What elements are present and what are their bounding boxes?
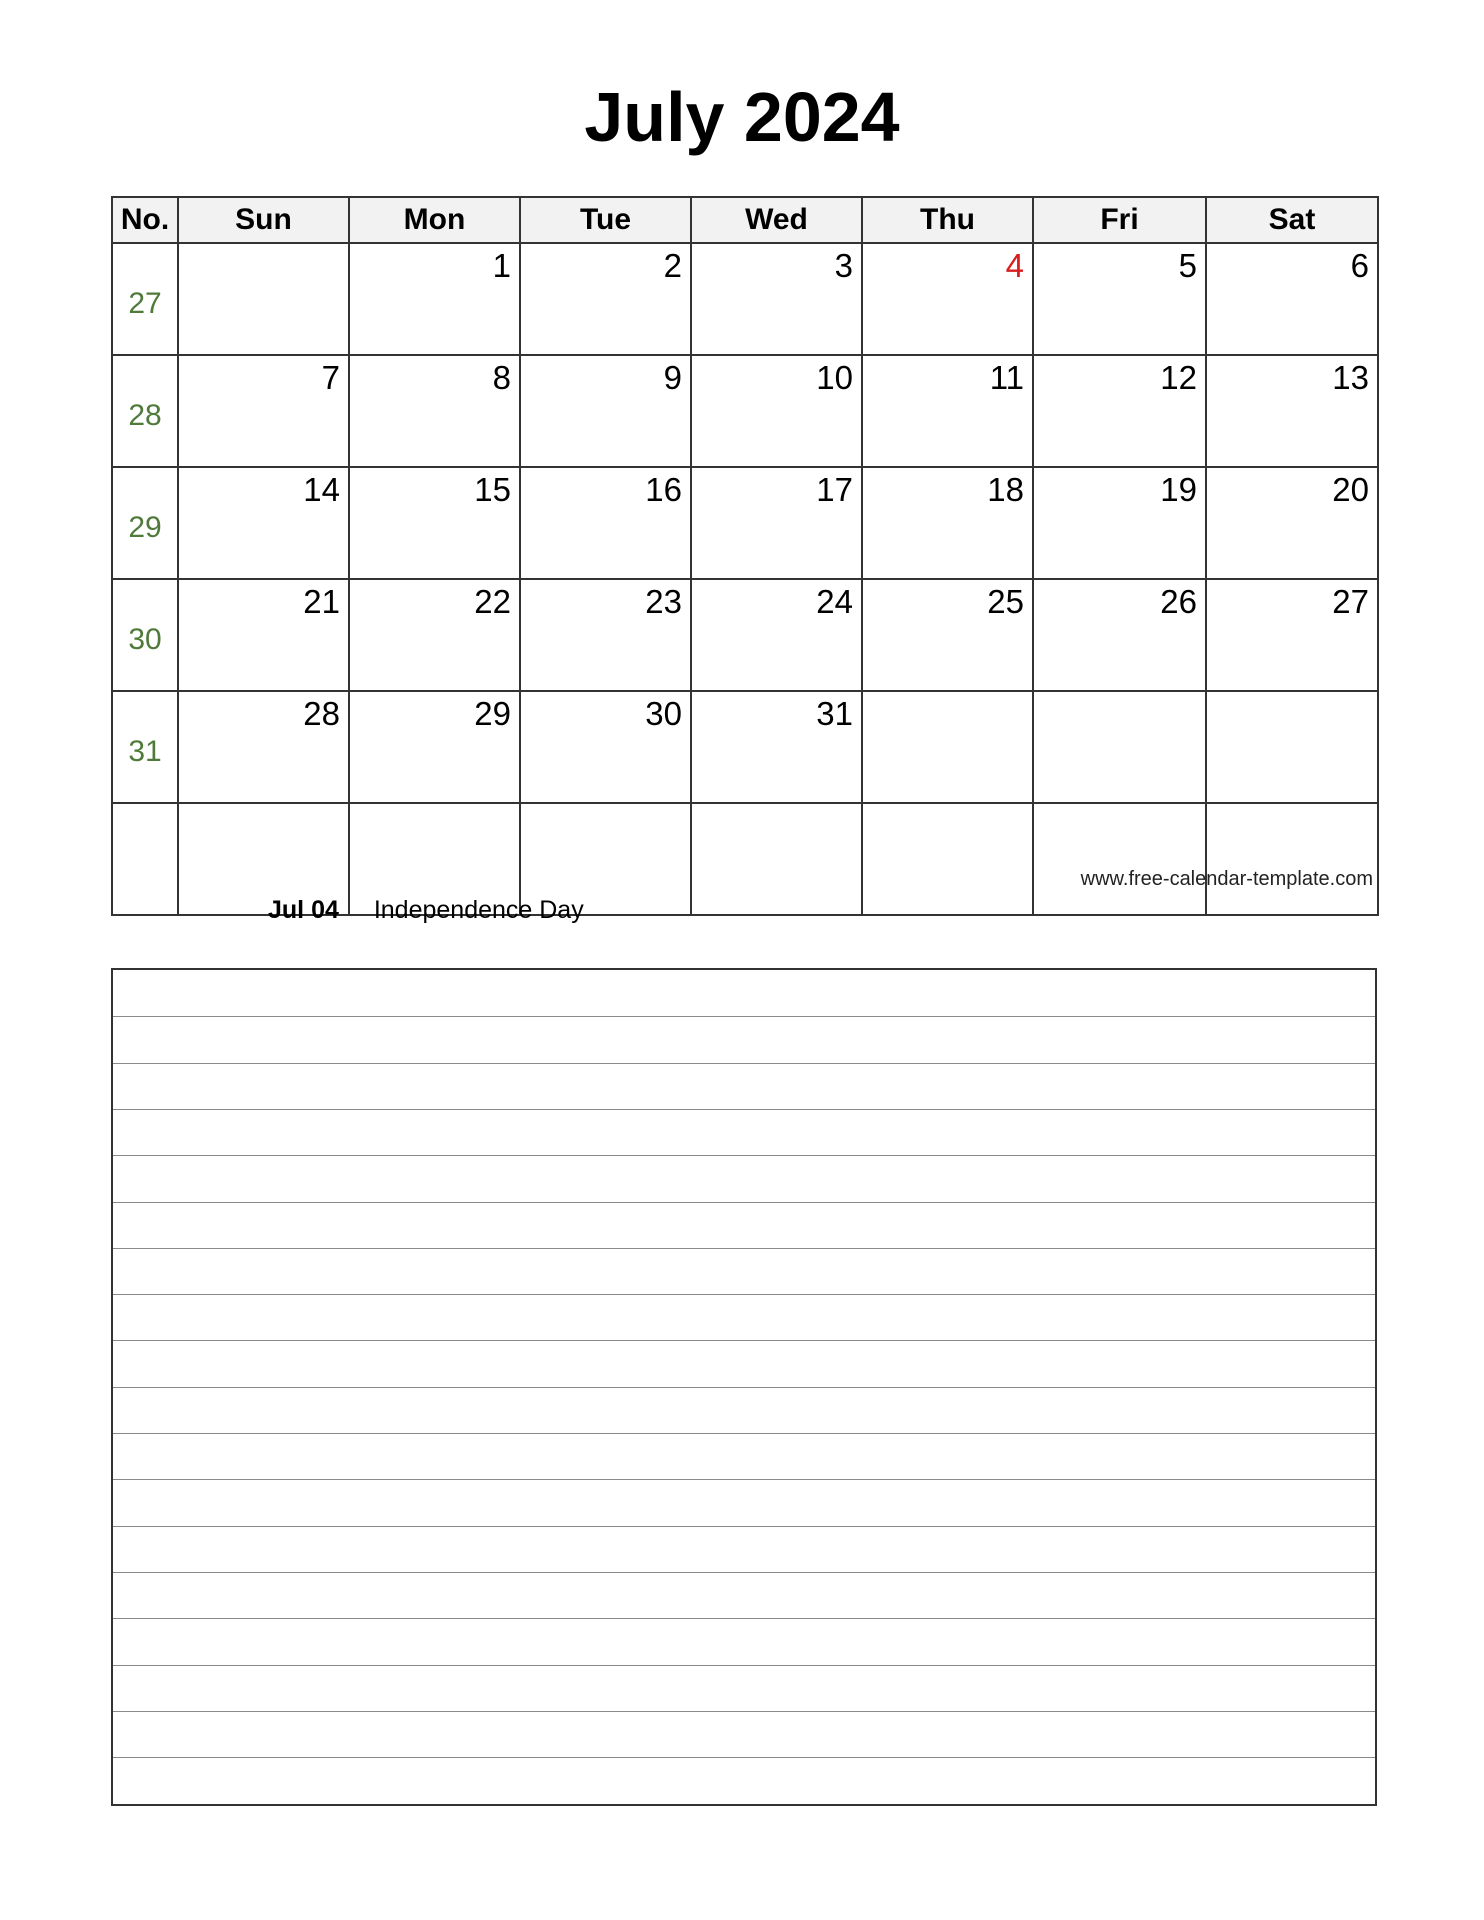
day-cell: 8 [349,355,520,467]
note-line [113,1016,1375,1017]
note-line [113,1387,1375,1388]
note-line [113,1109,1375,1110]
day-cell: 15 [349,467,520,579]
empty-day-cell [1033,803,1206,915]
week-number: 30 [112,579,178,691]
note-line [113,1294,1375,1295]
day-cell: 20 [1206,467,1378,579]
note-line [113,1248,1375,1249]
note-line [113,1757,1375,1758]
note-line [113,1479,1375,1480]
note-line [113,1665,1375,1666]
weekday-header-thu: Thu [862,197,1033,243]
day-cell: 3 [691,243,862,355]
weekday-header-mon: Mon [349,197,520,243]
note-line [113,1155,1375,1156]
note-line [113,1526,1375,1527]
weekday-header-fri: Fri [1033,197,1206,243]
holiday-entry [268,896,584,925]
empty-day-cell [1033,691,1206,803]
day-cell: 19 [1033,467,1206,579]
day-cell: 22 [349,579,520,691]
day-cell: 14 [178,467,349,579]
note-line [113,1202,1375,1203]
notes-box [111,968,1377,1806]
weekday-header-wed: Wed [691,197,862,243]
day-cell: 23 [520,579,691,691]
week-row [112,467,1378,579]
day-cell: 7 [178,355,349,467]
week-row [112,243,1378,355]
calendar-grid [111,196,1379,916]
day-cell: 31 [691,691,862,803]
note-line [113,1618,1375,1619]
day-cell: 11 [862,355,1033,467]
weekday-header-row [112,197,1378,243]
day-cell: 12 [1033,355,1206,467]
week-number: 31 [112,691,178,803]
day-cell: 13 [1206,355,1378,467]
day-cell: 21 [178,579,349,691]
note-line [113,1340,1375,1341]
day-cell: 24 [691,579,862,691]
week-number-header: No. [112,197,178,243]
holiday-name: Independence Day [373,896,584,924]
empty-day-cell [178,243,349,355]
weekday-header-tue: Tue [520,197,691,243]
day-cell: 30 [520,691,691,803]
calendar-title: July 2024 [584,78,900,156]
weekday-header-sun: Sun [178,197,349,243]
website-url: www.free-calendar-template.com [1080,868,1373,890]
empty-day-cell [862,691,1033,803]
week-number [112,803,178,915]
empty-day-cell [1206,803,1378,915]
holiday-date: Jul 04 [268,896,339,924]
day-cell: 29 [349,691,520,803]
empty-day-cell [691,803,862,915]
day-cell: 1 [349,243,520,355]
weekday-header-sat: Sat [1206,197,1378,243]
day-cell: 27 [1206,579,1378,691]
day-cell: 25 [862,579,1033,691]
day-cell: 5 [1033,243,1206,355]
week-row [112,355,1378,467]
note-line [113,1433,1375,1434]
day-cell: 6 [1206,243,1378,355]
day-cell: 17 [691,467,862,579]
day-cell: 4 [862,243,1033,355]
note-line [113,1572,1375,1573]
note-line [113,1711,1375,1712]
day-cell: 10 [691,355,862,467]
day-cell: 28 [178,691,349,803]
day-cell: 2 [520,243,691,355]
week-number: 28 [112,355,178,467]
day-cell: 18 [862,467,1033,579]
day-cell: 9 [520,355,691,467]
day-cell: 16 [520,467,691,579]
week-number: 29 [112,467,178,579]
note-line [113,1063,1375,1064]
week-number: 27 [112,243,178,355]
empty-day-cell [862,803,1033,915]
week-row [112,691,1378,803]
week-row [112,579,1378,691]
empty-day-cell [1206,691,1378,803]
day-cell: 26 [1033,579,1206,691]
